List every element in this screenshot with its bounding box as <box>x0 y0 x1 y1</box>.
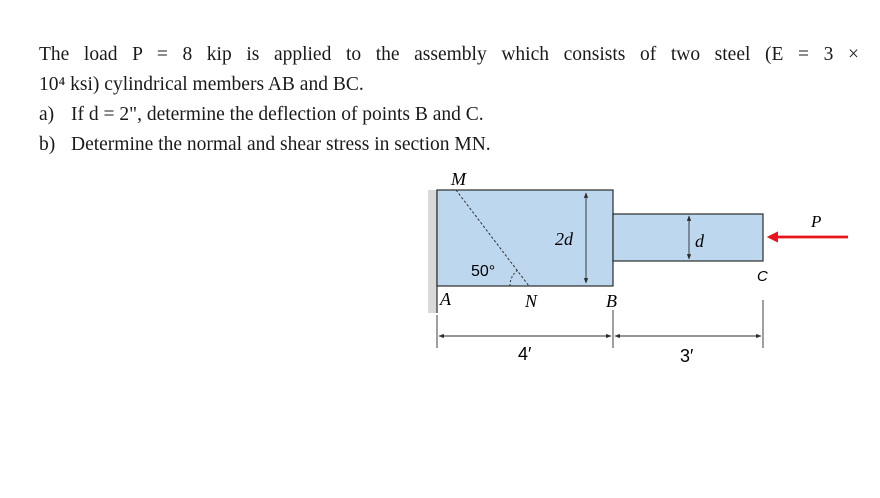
member-ab <box>437 190 613 286</box>
label-p: P <box>811 212 822 231</box>
label-a: A <box>440 289 451 309</box>
label-n: N <box>525 291 538 311</box>
label-2d: 2d <box>555 229 573 249</box>
intro-line-1: The load P = 8 kip is applied to the assembly which consists of two steel (E = 3 × <box>39 44 859 65</box>
part-a-label: a) <box>39 104 55 125</box>
part-b-text: Determine the normal and shear stress in section MN. <box>71 134 491 155</box>
part-b-label: b) <box>39 134 56 155</box>
label-b: B <box>606 291 617 311</box>
fixed-wall <box>428 190 437 313</box>
label-angle: 50° <box>471 263 496 280</box>
label-d: d <box>695 231 704 251</box>
label-c: C <box>757 268 768 285</box>
member-bc <box>613 214 763 261</box>
label-m: M <box>451 169 466 189</box>
intro-line-2: 10⁴ ksi) cylindrical members AB and BC. <box>39 74 364 95</box>
part-a-text: If d = 2", determine the deflection of points B and C. <box>71 104 484 125</box>
label-length-ab: 4′ <box>518 344 532 364</box>
label-length-bc: 3′ <box>680 346 694 366</box>
